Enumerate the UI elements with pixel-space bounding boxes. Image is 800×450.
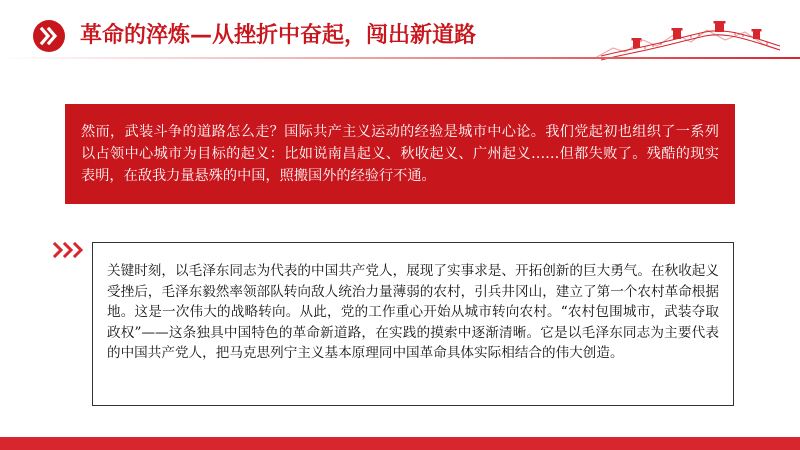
triple-chevron-icon xyxy=(52,240,86,260)
page-title: 革命的淬炼—从挫折中奋起，闯出新道路 xyxy=(80,23,477,48)
body-text: 关键时刻，以毛泽东同志为代表的中国共产党人，展现了实事求是、开拓创新的巨大勇气。在秋收起义受挫后，毛泽东毅然率领部队转向敌人统治力量薄弱的农村，引兵井冈山，建立了第一个农村革命根据地。这是一次伟大的战略转向。从此，党的工作重心开始从城市转向农村。“农村包围城市，武装夺取政权”——这条独具中国特色的革命新道路，在实践的摸索中逐渐清晰。它是以毛泽东同志为主要代表的中国共产党人，把马克思列宁主义基本原理同中国革命具体实际相结合的伟大创造。 xyxy=(107,263,719,361)
double-chevron-icon xyxy=(33,20,65,52)
callout-box xyxy=(65,104,735,204)
footer-bar xyxy=(0,437,800,450)
great-wall-icon xyxy=(595,14,780,62)
header-divider xyxy=(0,57,800,59)
content-box xyxy=(92,242,734,406)
callout-text: 然而，武装斗争的道路怎么走？国际共产主义运动的经验是城市中心论。我们党起初也组织了一系列以占领中心城市为目标的起义：比如说南昌起义、秋收起义、广州起义……但都失败了。残酷的现实表明，在敌我力量悬殊的中国，照搬国外的经验行不通。 xyxy=(81,124,719,184)
